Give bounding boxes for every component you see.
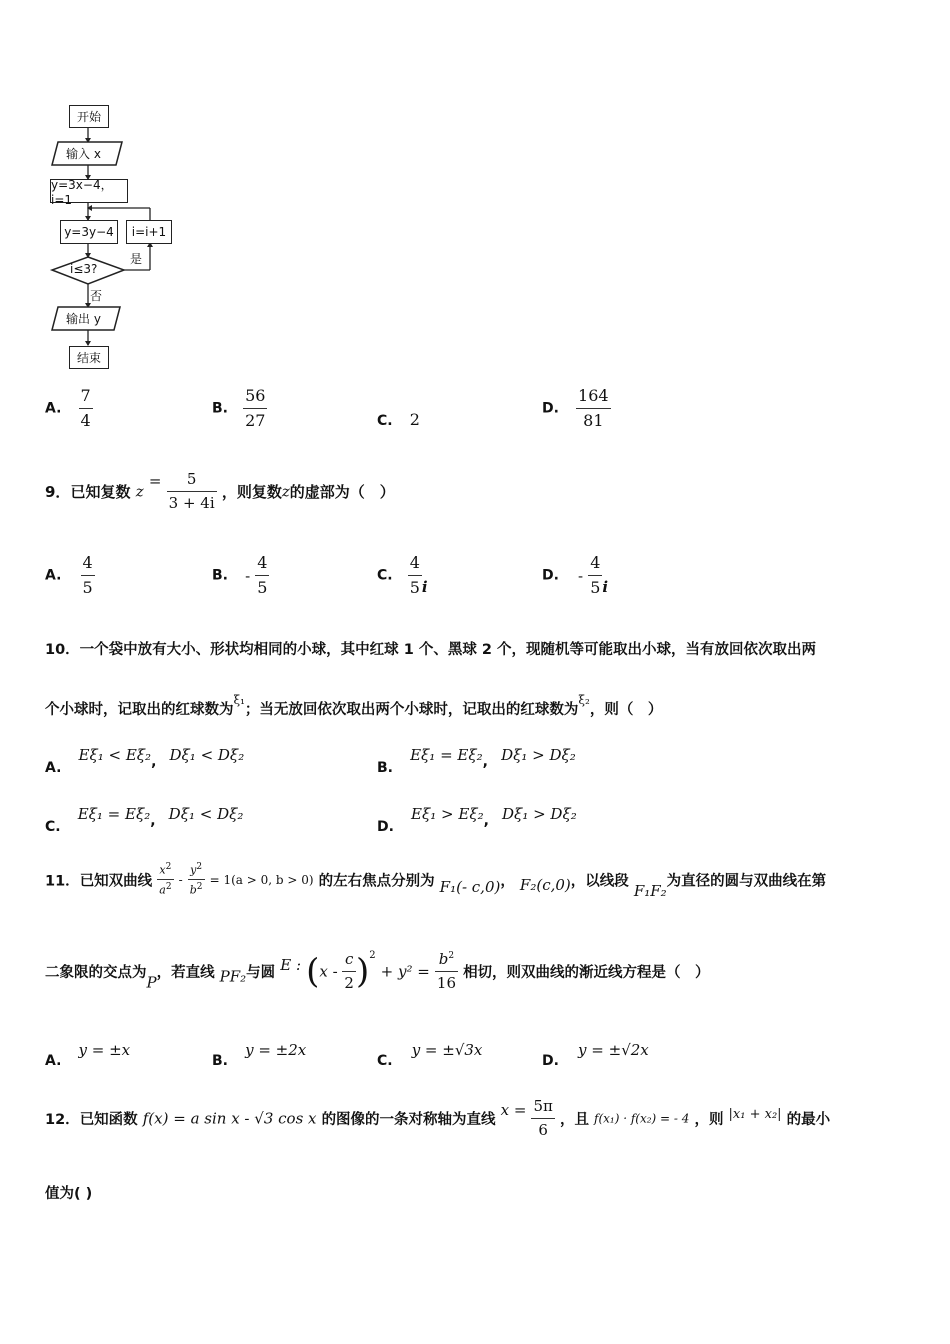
y-over-b-fraction: $\frac{y^2}{b^2}$ (189, 862, 203, 898)
option-label: A. (45, 400, 62, 417)
fraction: $\frac{4}{5}$ (590, 553, 601, 597)
q8-option-d[interactable] (542, 386, 611, 431)
q9-fraction: $\frac{5}{3 + 4i}$ (168, 470, 215, 512)
q9-option-c[interactable]: C. $\frac{4}{5}$ i (377, 553, 428, 597)
option-label: D. (542, 400, 559, 417)
q8-option-a[interactable] (45, 386, 93, 431)
q11-option-b[interactable]: B. y = ±2x (212, 1041, 307, 1069)
fraction: $\frac{4}{5}$ (257, 553, 268, 597)
q9-option-a[interactable]: A. $\frac{4}{5}$ (45, 553, 93, 597)
option-label: C. (377, 413, 393, 429)
q10-option-a[interactable]: A. Eξ₁ < Eξ₂, Dξ₁ < Dξ₂ (45, 746, 245, 776)
q12-fraction: $\frac{5\pi}{6}$ (533, 1097, 553, 1139)
flowchart-input: 输入 x (66, 147, 101, 161)
flowchart-yes: 是 (130, 252, 143, 266)
fraction: $\frac{4}{5}$ (82, 553, 93, 597)
option-label: B. (212, 400, 228, 417)
q11-option-a[interactable]: A. y = ±x (45, 1041, 131, 1069)
flowchart-condition: i≤3? (70, 262, 98, 276)
fraction: $\frac{56}{27}$ (245, 386, 266, 430)
question-10-line2: 个小球时，记取出的红球数为$^{\xi_1}$；当无放回依次取出两个小球时，记取出的红球数为$^{\xi_2}$，则（ ） (45, 693, 663, 718)
flowchart-init: y=3x−4，i=1 (50, 179, 128, 203)
flowchart-output: 输出 y (66, 312, 101, 326)
q8-option-b[interactable] (212, 386, 267, 431)
q10-option-b[interactable]: B. Eξ₁ = Eξ₂, Dξ₁ > Dξ₂ (377, 746, 576, 776)
q8-option-c[interactable] (377, 410, 420, 429)
c-over-2-fraction: $\frac{c}{2}$ (344, 950, 354, 992)
q10-option-d[interactable]: D. Eξ₁ > Eξ₂, Dξ₁ > Dξ₂ (377, 805, 577, 835)
flowchart-increment: i=i+1 (126, 220, 172, 244)
fraction: $\frac{4}{5}$ (409, 553, 420, 597)
question-10-line1: 10．一个袋中放有大小、形状均相同的小球，其中红球 1 个、黑球 2 个，现随机等可能取出小球，当有放回依次取出两 (45, 642, 817, 658)
question-11-line2: 二象限的交点为P，若直线 PF₂与圆 E : (x - $\frac{c}{2}$ )$^2$ + y² = $\frac{b^2}{16}$ 相切，则双曲线的渐近线方程是（ ） (45, 950, 710, 992)
b2-over-16-fraction: $\frac{b^2}{16}$ (436, 950, 456, 992)
option-value: 2 (409, 410, 420, 429)
q10-option-c[interactable]: C. Eξ₁ = Eξ₂, Dξ₁ < Dξ₂ (45, 805, 244, 835)
question-9: 9．已知复数 z = $\frac{5}{3 + 4i}$ ，则复数z的虚部为（ ） (45, 470, 395, 512)
fraction: $\frac{7}{4}$ (80, 386, 91, 430)
x-over-a-fraction: $\frac{x^2}{a^2}$ (159, 862, 172, 898)
question-12-line1: 12．已知函数 f(x) = a sin x - √3 cos x 的图像的一条对称轴为直线 x = $\frac{5\pi}{6}$ ，且 f(x₁) · f(x₂) = - 4 ，则 |x₁ + x₂| 的最小 (45, 1097, 831, 1139)
q11-option-d[interactable]: D. y = ±√2x (542, 1041, 649, 1069)
question-12-line2: 值为( ) (45, 1186, 93, 1202)
flowchart-loop-body: y=3y−4 (60, 220, 118, 244)
flowchart-start: 开始 (69, 105, 109, 128)
q9-option-d[interactable]: D. - $\frac{4}{5}$ i (542, 553, 609, 597)
flowchart-no: 否 (90, 289, 103, 303)
question-11-line1: 11．已知双曲线 $\frac{x^2}{a^2}$ - $\frac{y^2}{b^2}$ = 1(a > 0, b > 0) 的左右焦点分别为 F₁(- c,0)， F₂(c,0)，以线段 F₁F₂为直径的圆与双曲线在第 (45, 862, 827, 900)
q11-option-c[interactable]: C. y = ±√3x (377, 1041, 483, 1069)
fraction: $\frac{164}{81}$ (578, 386, 609, 430)
flowchart-end: 结束 (69, 346, 109, 369)
q9-option-b[interactable]: B. - $\frac{4}{5}$ (212, 553, 268, 597)
